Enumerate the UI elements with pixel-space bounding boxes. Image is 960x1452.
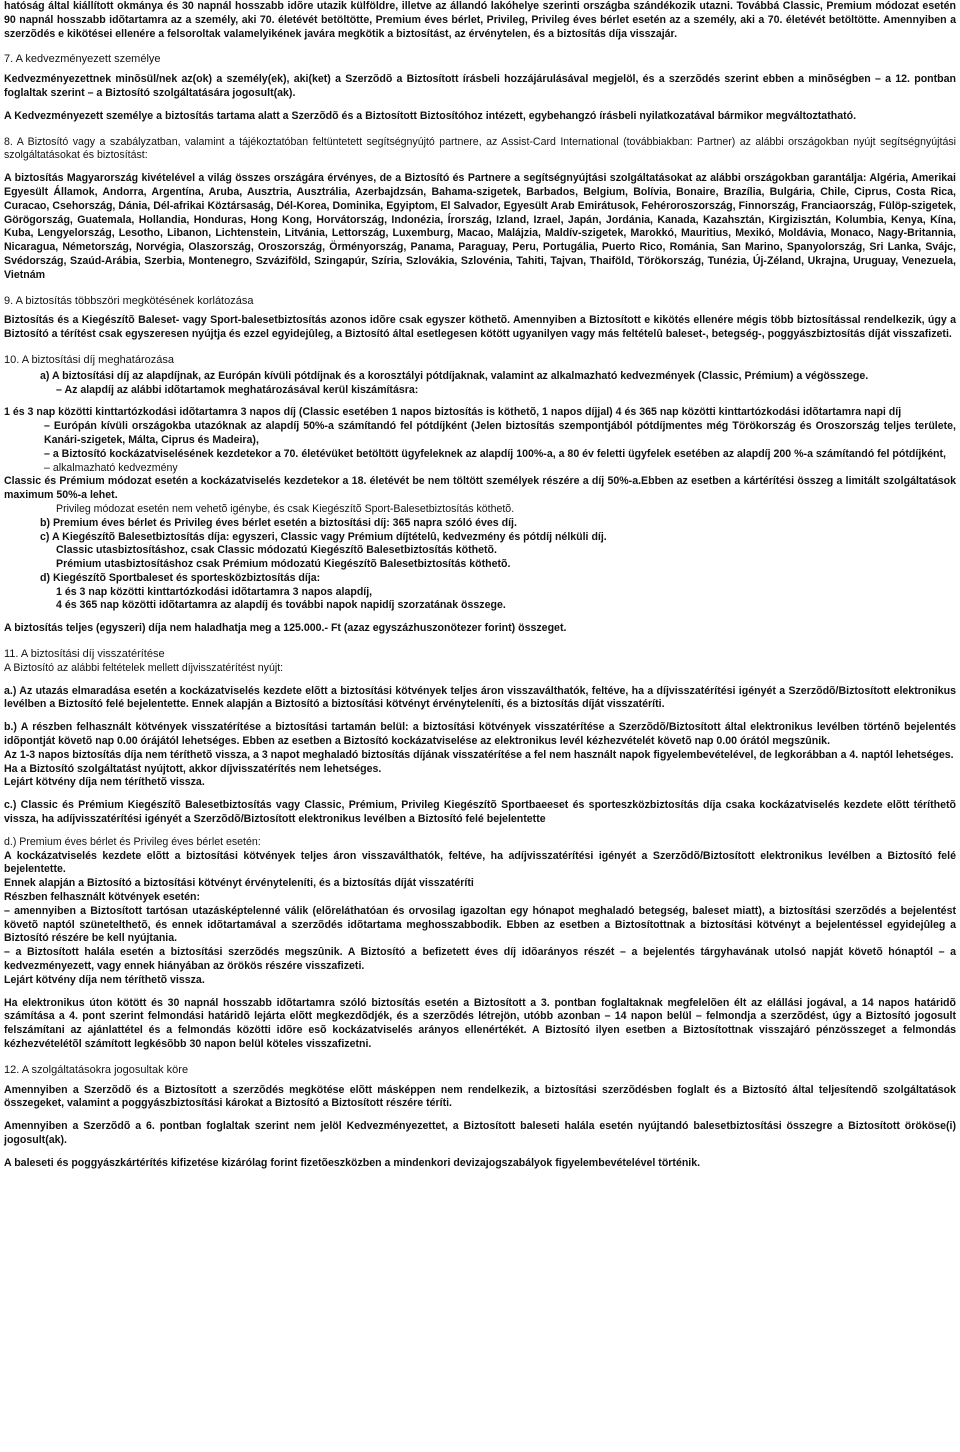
s11-item-d-2: Ennek alapján a Biztosító a biztosítási kötvényt érvényteleníti, és a biztosítás díját visszatéríti xyxy=(4,877,474,890)
s10-item-c-classic: Classic utasbiztosításhoz, csak Classic módozatú Kiegészítõ Balesetbiztosítás köthetõ. xyxy=(56,544,497,557)
s12-paragraph-2: Amennyiben a Szerzõdõ a 6. pontban foglaltak szerint nem jelöl Kedvezményezettet, a Biztosított baleseti halála esetén nyújtandó balesetbiztosítási összegre a Biztosított örököse(i) jogosult(ak). xyxy=(4,1120,956,1146)
s11-item-c: c.) Classic és Prémium Kiegészítõ Balesetbiztosítás vagy Classic, Prémium, Privileg Kiegészítõ Sportbaeeset és sporteszközbiztosítás díja csaka kockázatviselés kezdete elõtt téríthetõ vissza, ha adíjvisszatérítési igényét a Szerzõdõ/Biztosított elektronikus levélben a Biztosító felé bejelentette xyxy=(4,799,956,826)
s7-paragraph-2: A Kedvezményezett személye a biztosítás tartama alatt a Szerzõdõ és a Biztosított Biztosítóhoz intézett, egybehangzó írásbeli nyilatkozatával bármikor megváltoztatható. xyxy=(4,109,857,122)
section-9-heading: 9. A biztosítás többszöri megkötésének korlátozása xyxy=(4,294,254,307)
s10-age-surcharge: – a Biztosító kockázatviselésének kezdetekor a 70. életévüket betöltött ügyfeleknek az alapdíj 100%-a, a 80 év feletti ügyfelek esetében az alapdíj 200 %-a számítandó fel pótdíjként, xyxy=(44,447,946,460)
s11-item-d-4: – amennyiben a Biztosított tartósan utazásképtelenné válik (elõreláthatóan és orvosilag igazoltan egy hónapot meghaladó betegség, baleset miatt), a biztosítási szerzõdés a bejelentést követõ naptól szünetelthetõ, és ennek idõtartamával a szerzõdés idõtartama meghosszabbodik. Ebben az esetben a Biztosítottnak a biztosítási kötvényt a bejelentéssel egyidejûleg a Biztosító részére be kell nyújtania. xyxy=(4,904,956,945)
s10-item-a-dash: – Az alapdíj az alábbi idõtartamok meghatározásával kerül kiszámításra: xyxy=(56,383,419,396)
s7-paragraph-1: Kedvezményezettnek minõsül/nek az(ok) a személy(ek), aki(ket) a Szerzõdõ a Biztosított írásbeli hozzájárulásával megjelöl, és a szerzõdés szerint ebben a minõségben – a 12. pontban foglaltak szerint – a Biztosító szolgáltatására jogosult(ak). xyxy=(4,73,956,99)
s10-total-limit: A biztosítás teljes (egyszeri) díja nem haladhatja meg a 125.000.- Ft (azaz egyszázhuszonötezer forint) összeget. xyxy=(4,622,567,635)
s10-item-d-2: 4 és 365 nap közötti idõtartamra az alapdíj és további napok napidíj szorzatának összege. xyxy=(56,599,506,612)
s11-item-b-1: b.) A részben felhasznált kötvények visszatérítése a biztosítási tartamán belül: a biztosítási kötvények visszatérítése a Szerzõdõ/Biztosított által elektronikus levélben történõ bejelentés idõpontját követõ nap 0.00 órájától lehetséges. Ebben az esetben a Biztosító kockázatviselése az elektronikus levél kézhezvételét követõ nap 0.00 órától megszûnik. xyxy=(4,721,956,748)
s11-item-d-1: A kockázatviselés kezdete elõtt a biztosítási kötvények teljes áron visszaválthatók, feltéve, ha adíjvisszatérítési igényét a Szerzõdõ/Biztosított elektronikus levélben a Biztosító felé bejelentette. xyxy=(4,849,956,876)
s10-classic-discount: Classic és Prémium módozat esetén a kockázatviselés kezdetekor a 18. életévét be nem töltött személyek részére a díj 50%-a.Ebben az esetben a kártérítési összeg a limitált szolgáltatások maximum 50%-a lehet. xyxy=(4,475,956,502)
s10-item-c: c) A Kiegészítõ Balesetbiztosítás díja: egyszeri, Classic vagy Prémium díjtételû, kedvezmény és pótdíj nélküli díj. xyxy=(40,530,607,543)
s11-item-d-6: Lejárt kötvény díja nem téríthetõ vissza. xyxy=(4,973,205,986)
s11-subheading: A Biztosító az alábbi feltételek mellett díjvisszatérítést nyújt: xyxy=(4,661,284,674)
s11-item-e: Ha elektronikus úton kötött és 30 napnál hosszabb idõtartamra szóló biztosítás esetén a Biztosított a 3. pontban foglaltaknak megfelelõen élt az elállási jogával, a 14 napos határidõ számítása a 4. pont szerint felmondási határidõ lejárta elõtt megkezdõdjék, és a szerzõdés létrejön, utóbb azonban – 14 napon belül – felmondja a szerzõdést, úgy a Biztosító jogosult felszámítani az ajánlattétel és a felmondás közötti idõre esõ kockázatviselés arányos ellenértékét. A Biztosító ilyen esetben a Biztosítottnak visszajáró pénzösszeget a felmondás kézhezvételétõl számított legkésõbb 30 napon belül köteles visszafizetni. xyxy=(4,996,956,1050)
s12-paragraph-3: A baleseti és poggyászkártérítés kifizetése kizárólag forint fizetõeszközben a mindenkori devizajogszabályok figyelembevételével történik. xyxy=(4,1156,701,1169)
s8-intro-paragraph: 8. A Biztosító vagy a szabályzatban, valamint a tájékoztatóban feltüntetett segítségnyújtó partnere, az Assist-Card International (továbbiakban: Partner) az alábbi országokban nyújt segítségnyújtási szolgáltatásokat és biztosítást: xyxy=(4,135,956,162)
s10-europe-surcharge: – Európán kívüli országokba utazóknak az alapdíj 50%-a számítandó fel pótdíjként (Jelen biztosítás szempontjából pótdíjmentes még Törökország és Oroszország teljes területe, Kanári-szigetek, Málta, Ciprus és Madeira), xyxy=(44,420,956,446)
s10-item-c-premium: Prémium utasbiztosításhoz csak Prémium módozatú Kiegészítõ Balesetbiztosítás köthetõ. xyxy=(56,558,511,571)
section-12-heading: 12. A szolgáltatásokra jogosultak köre xyxy=(4,1063,189,1076)
section-10-heading: 10. A biztosítási díj meghatározása xyxy=(4,353,174,366)
s8-country-list: A biztosítás Magyarország kivételével a világ összes országára érvényes, de a Biztosító és Partnere a segítségnyújtási szolgáltatásokat az alábbi országokban garantálja: Algéria, Amerikai Egyesült Államok, Andorra, Argentína, Aruba, Ausztria, Ausztrália, Azerbajdzsán, Bahama-szigetek, Barbados, Belgium, Bolívia, Bonaire, Brazília, Bulgária, Chile, Ciprus, Costa Rica, Curacao, Csehország, Dánia, Dél-afrikai Köztársaság, Dél-Korea, Dominika, Egyiptom, El Salvador, Egyesült Arab Emirátusok, Fehéroroszország, Finnország, Franciaország, Fülöp-szigetek, Görögország, Guatemala, Hollandia, Honduras, Hong Kong, Horvátország, Indonézia, Írország, Izland, Izrael, Japán, Jordánia, Kanada, Kazahsztán, Kirgizisztán, Kolumbia, Kenya, Kína, Kuba, Lengyelország, Lesotho, Libanon, Lichtenstein, Litvánia, Lettország, Luxemburg, Macao, Malájzia, Maldív-szigetek, Marokkó, Mauritius, Mexikó, Moldávia, Monaco, Nagy-Britannia, Nicaragua, Németország, Norvégia, Olaszország, Oroszország, Örményország, Panama, Paraguay, Peru, Portugália, Puerto Rico, Románia, San Marino, Spanyolország, Sri Lanka, Svájc, Svédország, Szaúd-Arábia, Szerbia, Montenegro, Szváziföld, Szingapúr, Szíria, Szlovákia, Szlovénia, Tahiti, Tajvan, Thaiföld, Törökország, Tunézia, Új-Zéland, Ukrajna, Uruguay, Venezuela, Vietnám xyxy=(4,172,956,281)
s11-item-a: a.) Az utazás elmaradása esetén a kockázatviselés kezdete elõtt a biztosítási kötvények teljes áron visszaválthatók, feltéve, ha a díjvisszatérítési igényét a Szerzõdõ/Biztosított elektronikus levélben a Biztosító felé bejelentette. Ennek alapján a Biztosító a biztosítási kötvényt érvényteleníti, és a biztosítás díját visszatéríti. xyxy=(4,684,956,711)
section-7-heading: 7. A kedvezményezett személye xyxy=(4,53,161,66)
intro-paragraph: hatóság által kiállított okmánya és 30 napnál hosszabb idõre utazik külföldre, illetve az állandó lakóhelye szerinti országba szándékozik utazni. Továbbá Classic, Premium módozat esetén 90 napnál hosszabb idõtartamra az a személy, aki 70. életévét betöltötte, Premium éves bérlet, Privileg, Privileg éves bérlet esetén az a személy, aki a 70. életévét betöltötte. Amennyiben a szerzõdés e kikötései ellenére a felsoroltak valamelyikének javára megkötik a biztosítást, az érvénytelen, és a biztosítás díja visszajár. xyxy=(4,0,956,40)
s9-paragraph: Biztosítás és a Kiegészítõ Baleset- vagy Sport-balesetbiztosítás azonos idõre csak egyszer köthetõ. Amennyiben a Biztosított e kikötés ellenére mégis több biztosítással rendelkezik, úgy a Biztosító a térítést csak egyszeresen nyújtja és ezzel egyidejûleg, a Biztosító által esetlegesen kötött ugyanilyen vagy más feltételû baleset-, betegség-, poggyászbiztosítás díját visszafizeti. xyxy=(4,314,956,341)
s10-day-rates: 1 és 3 nap közötti kinttartózkodási idõtartamra 3 napos díj (Classic esetében 1 napos biztosítás is köthetõ, 1 napos díjjal) 4 és 365 nap közötti kinttartózkodási idõtartamra napi díj xyxy=(4,406,902,419)
s10-item-d-1: 1 és 3 nap közötti kinttartózkodási idõtartamra 3 napos alapdíj, xyxy=(56,585,373,598)
s11-item-b-4: Lejárt kötvény díja nem téríthetõ vissza. xyxy=(4,776,205,789)
s11-item-d-3: Részben felhasznált kötvények esetén: xyxy=(4,891,201,904)
s11-item-b-2: Az 1-3 napos biztosítás díja nem téríthetõ vissza, a 3 napot meghaladó biztosítás díjának visszatérítése a fel nem használt napok figyelembevételével, de legkorábban a 4. naptól lehetséges. xyxy=(4,748,954,761)
s11-item-b-3: Ha a Biztosító szolgáltatást nyújtott, akkor díjvisszatérítés nem lehetséges. xyxy=(4,762,382,775)
s11-item-d-5: – a Biztosított halála esetén a biztosítási szerzõdés megszûnik. A Biztosító a befizetett éves díj idõarányos részét – a bejelentés tárgyhavának utolsó napját követõ hónaptól – a kedvezményezett, vagy ennek hiányában az örökös részére visszafizeti. xyxy=(4,946,956,973)
s12-paragraph-1: Amennyiben a Szerzõdõ és a Biztosított a szerzõdés megkötése elõtt másképpen nem rendelkezik, a biztosítási szerzõdésben foglalt és a Biztosító által teljesítendõ szolgáltatások összegeket, valamint a poggyászbiztosítási károkat a Biztosító a Biztosított részére téríti. xyxy=(4,1083,956,1110)
s10-item-d: d) Kiegészítõ Sportbaleset és sportesközbiztosítás díja: xyxy=(40,571,321,584)
s10-item-b: b) Premium éves bérlet és Privileg éves bérlet esetén a biztosítási díj: 365 napra szóló éves díj. xyxy=(40,516,517,529)
s10-privileg-note: Privileg módozat esetén nem vehetõ igénybe, és csak Kiegészítõ Sport-Balesetbiztosítás köthetõ. xyxy=(56,502,515,515)
section-11-heading: 11. A biztosítási díj visszatérítése xyxy=(4,648,165,661)
s11-item-d-title: d.) Premium éves bérlet és Privileg éves bérlet esetén: xyxy=(4,835,261,848)
s10-item-a: a) A biztosítási díj az alapdíjnak, az Európán kívüli pótdíjnak és a korosztályi pótdíjaknak, valamint az alkalmazható kedvezmények (Classic, Prémium) a végösszege. xyxy=(40,369,869,382)
s10-discount: – alkalmazható kedvezmény xyxy=(44,461,178,474)
